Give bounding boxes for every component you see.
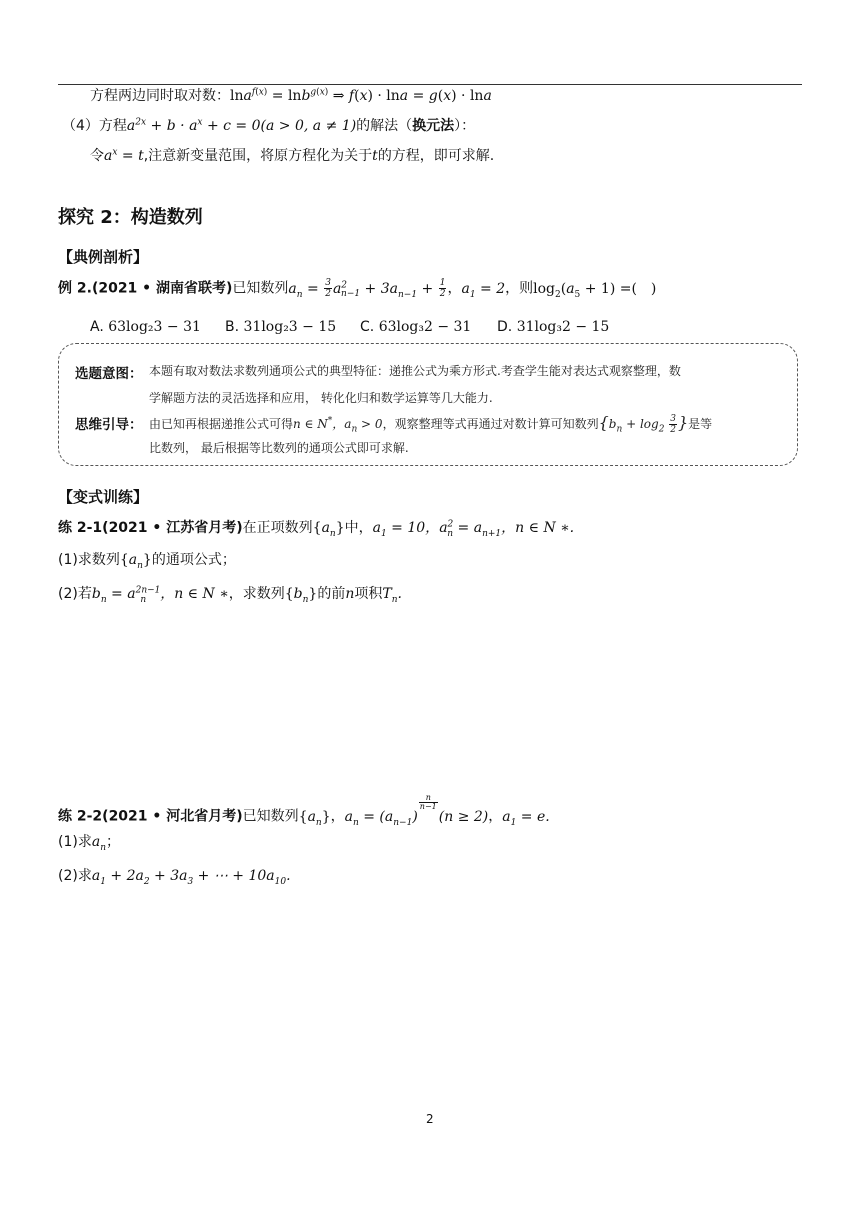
example-heading: 【典例剖析】 [58,248,149,266]
text: 令 [90,148,104,164]
option-value: 31log₂3 − 15 [243,319,337,335]
option-c[interactable] [360,317,471,337]
text: 的解法（ [356,118,413,134]
an-math: $a_n$ [91,834,106,853]
option-d[interactable] [497,317,609,337]
practice-2-2 [58,794,550,827]
practice-2-1-q1 [58,550,236,570]
sequence-math: {$b_n + \log_2$ $\frac{3}{2}$ } [598,413,689,435]
text: 方程两边同时取对数： [90,88,230,104]
example-label: 例 2. [58,280,92,297]
text: 的方程，即可求解. [377,148,495,164]
sequence-math: $\{b_n\}$ [284,586,318,605]
text: (2)若 [58,586,92,602]
option-value: 63log₃2 − 31 [378,319,472,335]
option-label: D. [497,319,513,335]
substitution-line [90,146,494,166]
option-label: A. [90,319,104,335]
text: (1)求数列 [58,552,120,568]
example-2 [58,278,656,299]
variable: t [372,148,378,164]
text: 中， [344,520,373,536]
text: 的通项公式； [151,552,236,568]
log-both-sides-line [90,86,492,106]
option-b[interactable] [225,317,336,337]
practice-2-2-q1 [58,832,120,852]
text: ，求数列 [228,586,285,602]
product-math: $T_n$. [382,586,402,605]
target-expression: $\log_2(a_5 + 1)$ =( ) [533,280,657,300]
text: ； [106,834,120,850]
sum-math: $a_1 + 2a_2 + 3a_3$ + ⋯ + $10a_{10}$. [91,868,291,887]
text: 已知数列 [232,280,289,297]
method-4-line [62,116,475,136]
text: 项积 [354,586,383,602]
example-source: (2021 • 湖南省联考) [91,280,233,297]
text: 由已知再根据递推公式可得 [149,417,294,431]
text: ， [488,808,503,825]
guide-line-1 [149,414,712,435]
practice-2-1-q2 [58,584,402,604]
text: (1)求 [58,834,92,850]
text: (2)求 [58,868,92,884]
text: （4）方程 [62,118,127,134]
text: ）： [454,118,476,134]
initial-value: $a_1 = e$. [502,808,550,828]
variant-heading: 【变式训练】 [58,488,149,506]
practice-2-1 [58,518,574,538]
recurrence-formula: $a_n$ = $\frac{3}{2}$ $a^2_{n-1} + 3a_{n-1}$ + $\frac{1}{2}$ [288,278,446,300]
method-name: 换元法 [412,118,455,134]
intent-line-2: 学解题方法的灵活选择和应用， 转化化归和数学运算等几大能力. [149,391,493,405]
text: 已知数列 [242,808,299,825]
guide-label: 思维引导： [75,417,143,433]
sequence-math: $\{a_n\}$ [298,808,331,828]
intent-label: 选题意图： [75,366,143,382]
practice-label: 练 2-1 [58,520,103,536]
bn-definition: $b_n = a^{2n-1}_n$ ，n ∈ N ∗ [91,585,229,605]
option-value: 31log₃2 − 15 [516,319,610,335]
practice-source: (2021 • 河北省月考) [102,808,243,825]
text: 的前 [317,586,346,602]
text: 是等 [688,417,713,431]
recurrence-formula: $a_n = (a_{n-1})$ $^{\frac{n}{n-1}}$ (n ≥ 2) [344,793,489,828]
text: ，则 [505,280,534,297]
conditions-math: $a_1 = 10$，$a^2_n = a_{n+1}$，n ∈ N ∗. [372,519,575,539]
log-equation: lna$^{f(x)}$ = lnb$^{g(x)}$ ⇒ f(x) · lna = g(x) · lna [230,87,492,104]
section-heading: 探究 2：构造数列 [58,207,203,228]
text: ，观察整理等式再通过对数计算可知数列 [382,417,599,431]
sequence-math: $\{a_n\}$ [312,520,345,539]
option-value: 63log₂3 − 31 [108,319,201,335]
intent-line-1: 本题有取对数法求数列通项公式的典型特征：递推公式为乘方形式.考查学生能对表达式观察整理，数 [149,364,681,378]
option-label: C. [360,319,375,335]
text: ,注意新变量范围，将原方程化为关于 [143,148,373,164]
option-label: B. [225,319,240,335]
page-number: 2 [426,1112,434,1126]
practice-source: (2021 • 江苏省月考) [102,520,243,536]
text: ， [447,280,462,297]
guide-line-2: 比数列， 最后根据等比数列的通项公式即可求解. [149,441,409,455]
header-rule [58,84,802,85]
analysis-box [58,343,798,466]
exponential-equation: $a^{2x} + b \cdot a^x + c = 0(a > 0$, a ≠ 1) [126,117,357,134]
initial-value: $a_1 = 2$ [461,280,506,300]
substitution-formula: $a^x = t$ [104,147,144,164]
text: ， [330,808,345,825]
sequence-math: $\{a_n\}$ [119,552,152,571]
option-a[interactable] [90,317,201,337]
variable: n [345,586,355,602]
text: 在正项数列 [242,520,313,536]
condition-math: n ∈ N*，$a_n > 0$ [293,416,383,435]
practice-label: 练 2-2 [58,808,103,825]
practice-2-2-q2 [58,866,291,886]
